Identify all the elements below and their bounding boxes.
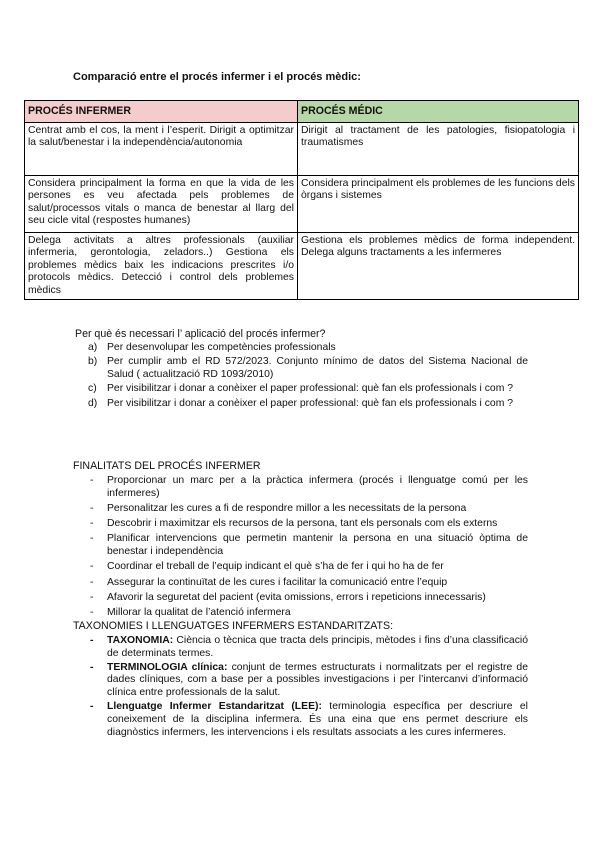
- list-item-text: Assegurar la continuïtat de les cures i facilitar la comunicació entre l’equip: [107, 576, 448, 588]
- dash-marker: -: [90, 635, 94, 646]
- dash-marker: -: [90, 576, 94, 588]
- dash-marker: -: [90, 661, 94, 673]
- option-marker: b): [88, 356, 98, 368]
- table-header-row: [25, 101, 579, 123]
- comparison-table: [24, 100, 579, 300]
- answer-options: [88, 342, 528, 412]
- list-item-text: Personalitzar les cures a fi de respondre millor a les necessitats de la persona: [107, 502, 467, 514]
- option-marker: a): [88, 342, 98, 353]
- dash-marker: -: [90, 591, 94, 603]
- table-row: [25, 123, 579, 176]
- table-cell: Considera principalment la forma en que la vida de les persones es veu afectada pels problemes de salut/processos vitals o manca de benestar al llarg del seu cicle vital (respostes humanes): [25, 176, 298, 233]
- table-row: [25, 233, 579, 300]
- list-item: [88, 607, 528, 620]
- option-item: [88, 342, 528, 355]
- option-item: [88, 356, 528, 382]
- dash-marker: -: [90, 700, 94, 712]
- list-item: [88, 533, 528, 559]
- list-item: [88, 701, 528, 739]
- option-text: Per cumplir amb el RD 572/2023. Conjunto mínimo de datos del Sistema Nacional de Salud ( actualització RD 1093/2010): [107, 356, 528, 381]
- finalitats-heading: FINALITATS DEL PROCÉS INFERMER: [73, 460, 261, 472]
- question-text: Per què és necessari l’ aplicació del procés infermer?: [75, 328, 326, 340]
- list-item-text: Millorar la qualitat de l’atenció infermera: [107, 606, 291, 618]
- list-item: [88, 475, 528, 501]
- list-item: [88, 518, 528, 531]
- dash-marker: -: [90, 518, 94, 530]
- option-item: [88, 383, 528, 396]
- table-cell: Delega activitats a altres professionals (auxiliar infermeria, gerontologia, zeladors..) Gestiona els problemes mèdics baix les indicacions prescrites i/o protocols mèdics. Detecció i control dels problemes mèdics: [25, 233, 298, 300]
- option-marker: c): [88, 383, 97, 395]
- option-text: Per visibilitzar i donar a conèixer el paper professional: què fan els professionals i com ?: [107, 383, 514, 395]
- list-item-text: Afavorir la seguretat del pacient (evita omissions, errors i repeticions innecessaris): [107, 591, 486, 603]
- table-cell: Dirigit al tractament de les patologies, fisiopatologia i traumatismes: [298, 123, 579, 176]
- list-item: [88, 577, 528, 590]
- term-definition: terminologia específica per descriure el coneixement de la disciplina infermera. És una eina que ens permet descriure els diagnòstics infermers, les intervencions i els resultats associats a les cures infermeres.: [107, 700, 528, 738]
- dash-marker: -: [90, 533, 94, 545]
- list-item: [88, 561, 528, 574]
- option-text: Per desenvolupar les competències professionals: [107, 342, 336, 353]
- list-item-text: Proporcionar un marc per a la pràctica infermera (procés i llenguatge comú per les infermeres): [107, 475, 528, 499]
- dash-marker: -: [90, 606, 94, 618]
- list-item: [88, 662, 528, 700]
- header-proces-infermer: PROCÉS INFERMER: [25, 101, 298, 123]
- table-row: [25, 176, 579, 233]
- table-cell: Centrat amb el cos, la ment i l’esperit. Dirigit a optimitzar la salut/benestar i la independència/autonomia: [25, 123, 298, 176]
- page-title: Comparació entre el procés infermer i el procés mèdic:: [73, 71, 361, 83]
- taxonomies-list: [88, 635, 528, 740]
- list-item: [88, 503, 528, 516]
- term-label: Llenguatge Infermer Estandaritzat (LEE):: [107, 700, 322, 712]
- option-item: [88, 398, 528, 411]
- list-item: [88, 635, 528, 661]
- term-label: TAXONOMIA:: [107, 635, 174, 646]
- term-label: TERMINOLOGIA clínica:: [107, 661, 228, 673]
- dash-marker: -: [90, 475, 94, 486]
- dash-marker: -: [90, 561, 94, 573]
- list-item-text: Descobrir i maximitzar els recursos de la persona, tant els personals com els externs: [107, 518, 498, 530]
- table-cell: Gestiona els problemes mèdics de forma independent. Delega alguns tractaments a les infermeres: [298, 233, 579, 300]
- term-definition: conjunt de termes estructurats i normalitzats per el registre de dades clíniques, com a base per a possibles investigacions i per l’intercanvi d’informació clínica entre professionals de la salut.: [107, 661, 528, 699]
- table-cell: Considera principalment els problemes de les funcions dels òrgans i sistemes: [298, 176, 579, 233]
- list-item-text: Coordinar el treball de l’equip indicant el què s’ha de fer i qui ho ha de fer: [107, 561, 444, 573]
- list-item: [88, 592, 528, 605]
- term-definition: Ciència o tècnica que tracta dels principis, mètodes i fins d’una classificació de determinats termes.: [107, 635, 528, 659]
- list-item-text: Planificar intervencions que permetin mantenir la persona en una situació òptima de benestar i independència: [107, 533, 528, 558]
- option-marker: d): [88, 397, 98, 409]
- taxonomies-heading: TAXONOMIES I LLENGUATGES INFERMERS ESTANDARITZATS:: [73, 620, 394, 632]
- option-text: Per visibilitzar i donar a conèixer el paper professional: què fan els professionals i com ?: [107, 397, 514, 409]
- finalitats-list: [88, 475, 528, 622]
- header-proces-medic: PROCÉS MÉDIC: [298, 101, 579, 123]
- dash-marker: -: [90, 502, 94, 514]
